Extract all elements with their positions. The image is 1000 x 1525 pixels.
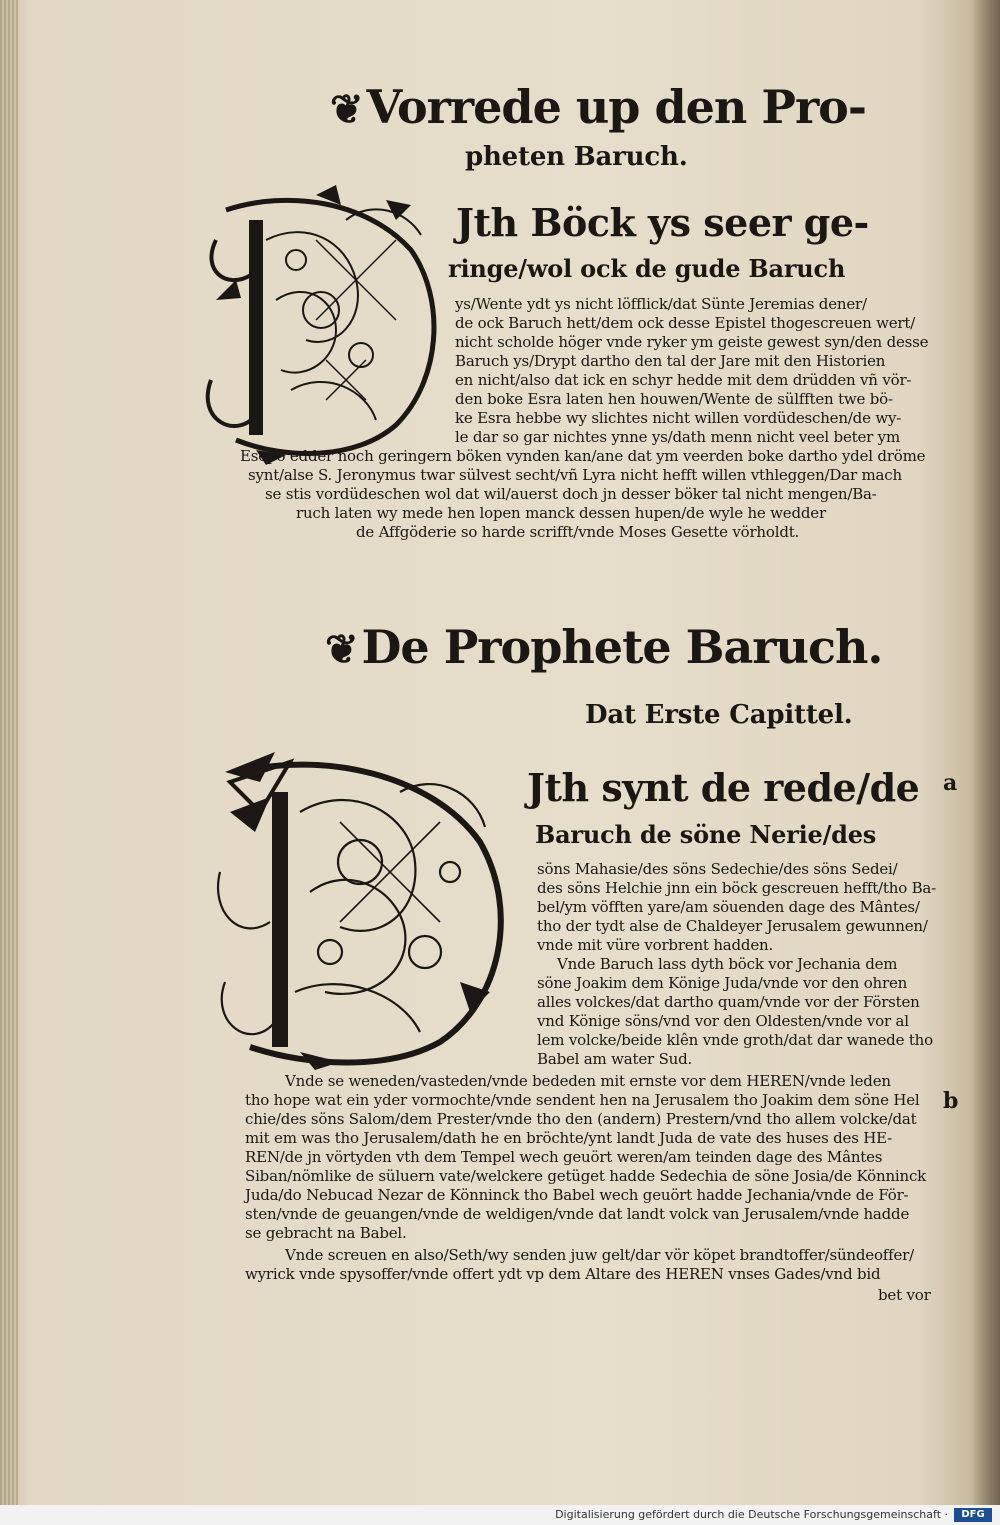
catchword: bet vor <box>878 1286 931 1304</box>
chapter-line-18: REN/de jn vörtyden vth dem Tempel wech geuört weren/am teinden dage des Mântes <box>245 1148 883 1166</box>
chapter-line-10: alles volckes/dat dartho quam/vnde vor der Försten <box>537 993 920 1011</box>
preface-title-line2: pheten Baruch. <box>465 142 688 172</box>
page-edge-left <box>0 0 18 1505</box>
chapter-line-20: Juda/do Nebucad Nezar de Könninck tho Babel wech geuört hadde Jechania/vnde de För- <box>245 1186 909 1204</box>
preface-line-14: ruch laten wy mede hen lopen manck dessen hupen/de wyle he wedder <box>296 504 826 522</box>
dfg-logo-icon[interactable]: DFG <box>954 1508 992 1522</box>
chapter-line-14: Vnde se weneden/vasteden/vnde bededen mit ernste vor dem HEREN/vnde leden <box>285 1072 891 1090</box>
chapter-line-15: tho hope wat ein yder vormochte/vnde sendent hen na Jerusalem tho Joakim dem söne Hel <box>245 1091 920 1109</box>
chapter-line-24: wyrick vnde spysoffer/vnde offert ydt vp dem Altare des HEREN vnses Gades/vnd bid <box>245 1265 881 1283</box>
preface-line-7: en nicht/also dat ick en schyr hedde mit dem drüdden vñ vör- <box>455 371 912 389</box>
decorated-initial-d-preface <box>196 180 446 465</box>
preface-line-13: se stis vordüdeschen wol dat wil/auerst doch jn desser böker tal nicht mengen/Ba- <box>265 485 877 503</box>
preface-line-3: ys/Wente ydt ys nicht löfflick/dat Sünte Jeremias dener/ <box>455 295 867 313</box>
chapter-line-5: bel/ym vöfften yare/am söuenden dage des Mântes/ <box>537 898 920 916</box>
preface-title-line1: ❦Vorrede up den Pro- <box>330 80 866 134</box>
preface-line-11: Esopo edder noch geringern böken vynden kan/ane dat ym veerden boke dartho ydel dröme <box>240 447 926 465</box>
margin-letter-a: a <box>943 770 958 796</box>
margin-letter-b: b <box>943 1088 959 1114</box>
preface-line-2: ringe/wol ock de gude Baruch <box>448 254 846 283</box>
chapter-line-22: se gebracht na Babel. <box>245 1224 407 1242</box>
preface-line-15: de Affgöderie so harde scrifft/vnde Moses Gesette vörholdt. <box>356 523 800 541</box>
pilcrow-icon: ❦ <box>330 86 363 133</box>
preface-line-6: Baruch ys/Drypt dartho den tal der Jare mit den Historien <box>455 352 886 370</box>
decorated-initial-d-chapter <box>200 752 515 1070</box>
preface-line-9: ke Esra hebbe wy slichtes nicht willen vordüdeschen/de wy- <box>455 409 902 427</box>
chapter-line-3: söns Mahasie/des söns Sedechie/des söns Sedei/ <box>537 860 898 878</box>
preface-line-4: de ock Baruch hett/dem ock desse Epistel thogescreuen wert/ <box>455 314 916 332</box>
page-edge-right <box>972 0 1000 1505</box>
chapter-line-23: Vnde screuen en also/Seth/wy senden juw gelt/dar vör köpet brandtoffer/sündeoffer/ <box>285 1246 914 1264</box>
preface-line-1: Jth Böck ys seer ge- <box>456 200 869 245</box>
chapter-line-6: tho der tydt alse de Chaldeyer Jerusalem gewunnen/ <box>537 917 928 935</box>
chapter-subtitle: Dat Erste Capittel. <box>585 700 853 730</box>
chapter-line-19: Siban/nömlike de süluern vate/welckere getüget hadde Sedechia de söne Josia/de Könninck <box>245 1167 927 1185</box>
chapter-line-9: söne Joakim dem Könige Juda/vnde vor den ohren <box>537 974 908 992</box>
preface-line-12: synt/alse S. Jeronymus twar sülvest secht/vñ Lyra nicht hefft willen vthleggen/Dar mach <box>248 466 902 484</box>
preface-line-5: nicht scholde höger vnde ryker ym geiste gewest syn/den desse <box>455 333 929 351</box>
chapter-line-7: vnde mit vüre vorbrent hadden. <box>537 936 774 954</box>
chapter-title: ❦De Prophete Baruch. <box>325 620 883 674</box>
chapter-line-4: des söns Helchie jnn ein böck gescreuen hefft/tho Ba- <box>537 879 937 897</box>
preface-line-10: le dar so gar nichtes ynne ys/dath menn nicht veel beter ym <box>455 428 900 446</box>
chapter-line-11: vnd Könige söns/vnd vor den Oldesten/vnde vor al <box>537 1012 909 1030</box>
chapter-line-1: Jth synt de rede/de <box>527 765 920 810</box>
chapter-line-13: Babel am water Sud. <box>537 1050 693 1068</box>
chapter-line-2: Baruch de söne Nerie/des <box>535 820 877 849</box>
pilcrow-icon: ❦ <box>325 626 358 673</box>
chapter-line-8: Vnde Baruch lass dyth böck vor Jechania dem <box>557 955 898 973</box>
chapter-line-21: sten/vnde de geuangen/vnde de weldigen/vnde dat landt volck van Jerusalem/vnde hadde <box>245 1205 910 1223</box>
preface-line-8: den boke Esra laten hen houwen/Wente de sülfften twe bö- <box>455 390 893 408</box>
footer-credit: Digitalisierung gefördert durch die Deutsche Forschungsgemeinschaft · <box>555 1508 948 1521</box>
chapter-line-17: mit em was tho Jerusalem/dath he en bröchte/ynt landt Juda de vate des huses des HE- <box>245 1129 893 1147</box>
show-through-text <box>220 60 392 80</box>
chapter-line-12: lem volcke/beide klên vnde groth/dat dar wanede tho <box>537 1031 933 1049</box>
chapter-line-16: chie/des söns Salom/dem Prester/vnde tho den (andern) Prestern/vnd tho allem volcke/dat <box>245 1110 917 1128</box>
footer-bar <box>0 1505 1000 1525</box>
